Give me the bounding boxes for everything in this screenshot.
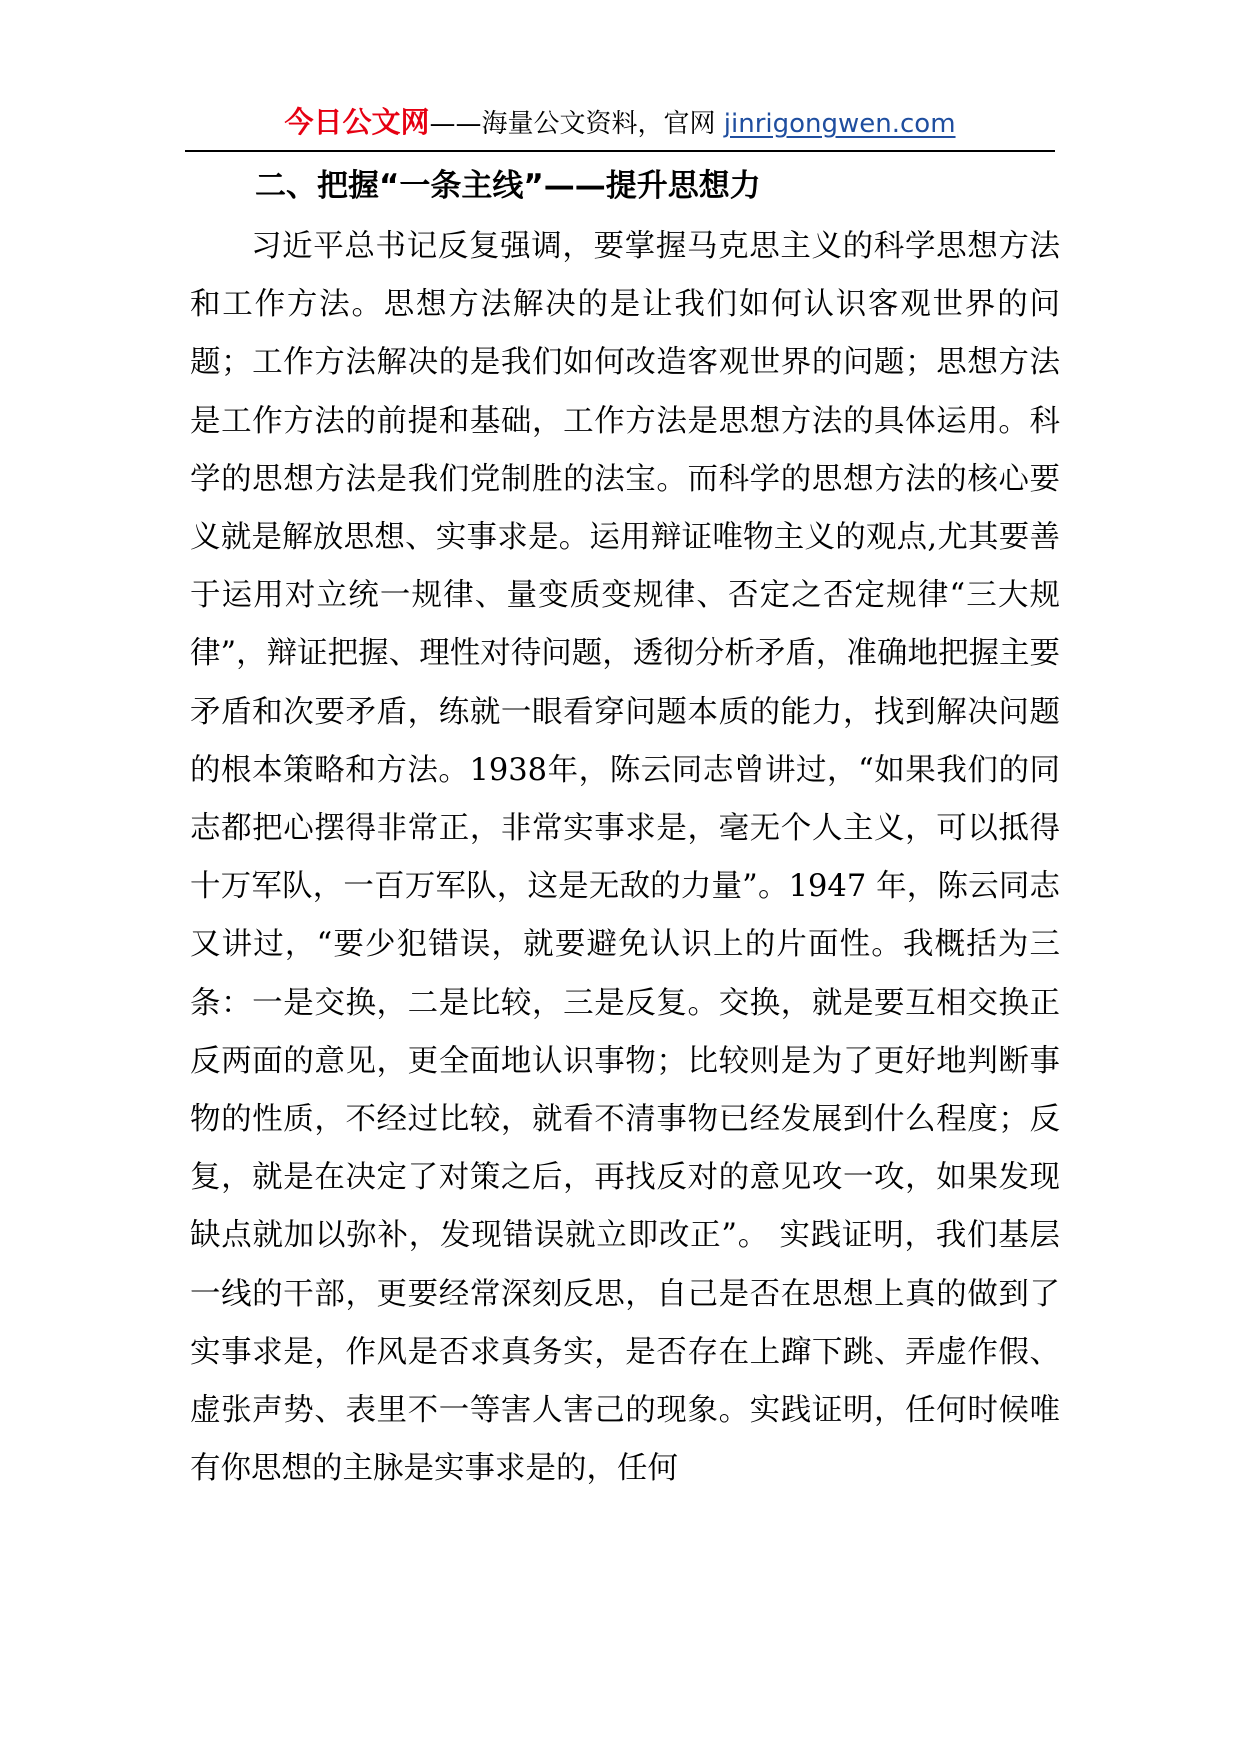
section-body: 习近平总书记反复强调，要掌握马克思主义的科学思想方法和工作方法。思想方法解决的是让我们如何认识客观世界的问题；工作方法解决的是我们如何改造客观世界的问题；思想方法是工作方法的前提和基础，工作方法是思想方法的具体运用。科学的思想方法是我们党制胜的法宝。而科学的思想方法的核心要义就是解放思想、实事求是。运用辩证唯物主义的观点,尤其要善于运用对立统一规律、量变质变规律、否定之否定规律“三大规律”，辩证把握、理性对待问题，透彻分析矛盾，准确地把握主要矛盾和次要矛盾，练就一眼看穿问题本质的能力，找到解决问题的根本策略和方法。1938年，陈云同志曾讲过，“如果我们的同志都把心摆得非常正，非常实事求是，毫无个人主义，可以抵得十万军队，一百万军队，这是无敌的力量”。1947 年，陈云同志又讲过，“要少犯错误，就要避免认识上的片面性。我概括为三条：一是交换，二是比较，三是反复。交换，就是要互相交换正反两面的意见，更全面地认识事物；比较则是为了更好地判断事物的性质，不经过比较，就看不清事物已经发展到什么程度；反复，就是在决定了对策之后，再找反对的意见攻一攻，如果发现缺点就加以弥补，发现错误就立即改正”。 实践证明，我们基层一线的干部，更要经常深刻反思，自己是否在思想上真的做到了实事求是，作风是否求真务实，是否存在上蹿下跳、弄虚作假、虚张声势、表里不一等害人害己的现象。实践证明，任何时候唯有你思想的主脉是实事求是的，任何 — [190, 229, 1060, 1487]
header-divider — [185, 150, 1055, 152]
site-tagline: 海量公文资料，官网 — [481, 109, 716, 139]
site-header — [185, 100, 1055, 152]
header-line — [284, 100, 955, 146]
section-heading: 二、把握“一条主线”——提升思想力 — [255, 168, 761, 204]
site-brand: 今日公文网 — [284, 105, 430, 139]
site-url-link[interactable]: jinrigongwen.com — [723, 109, 956, 139]
header-dash: —— — [429, 109, 482, 139]
